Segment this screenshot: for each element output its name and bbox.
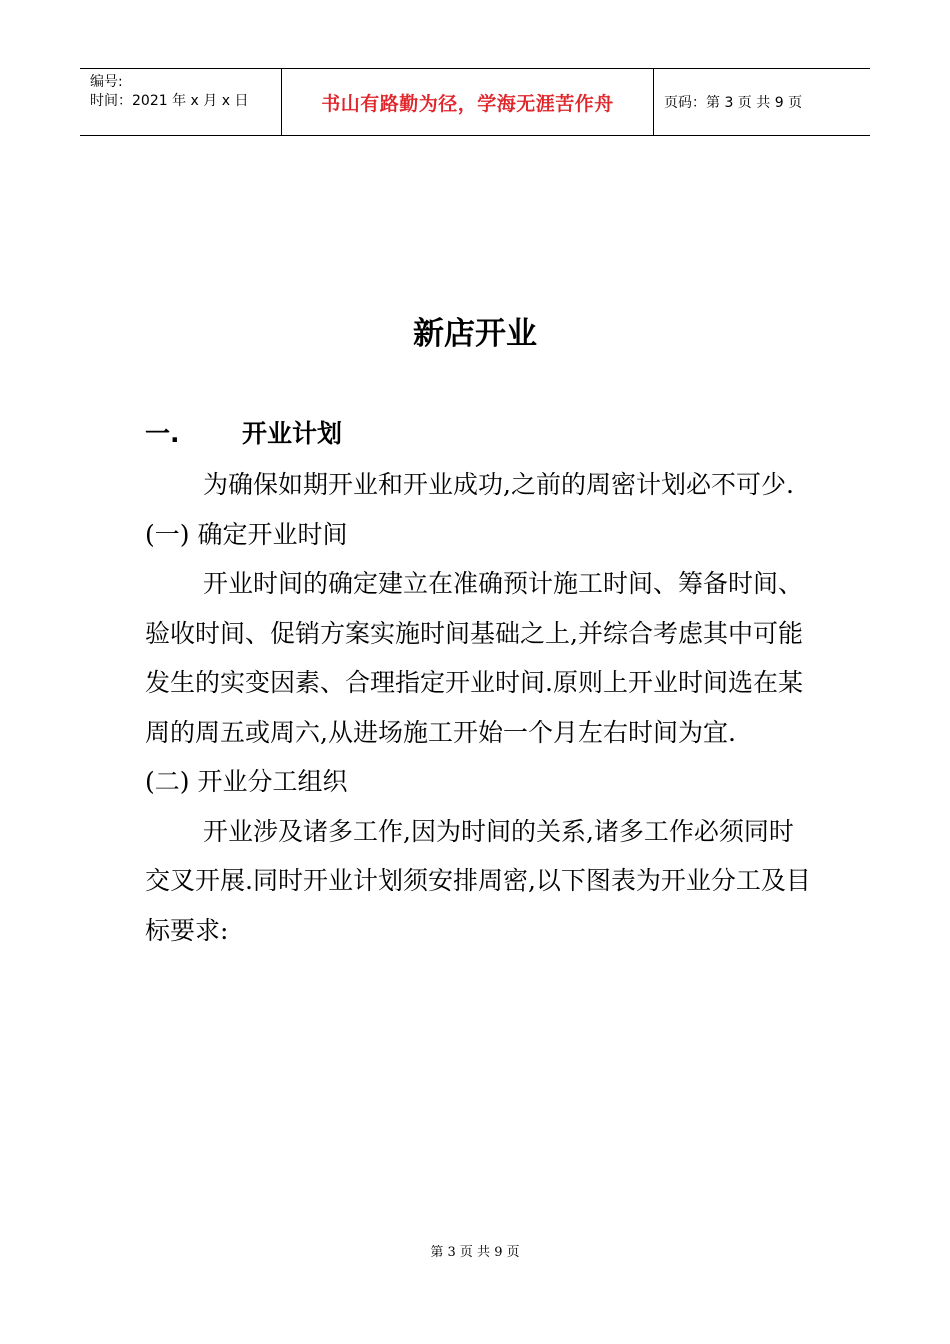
section-title: 开业计划 bbox=[242, 419, 343, 448]
document-body bbox=[145, 460, 815, 955]
subsection-paragraph-2: 开业涉及诸多工作,因为时间的关系,诸多工作必须同时交叉开展.同时开业计划须安排周密,以下图表为开业分工及目标要求: bbox=[145, 816, 811, 945]
subsection-heading-2: (二) 开业分工组织 bbox=[145, 767, 348, 796]
subsection-heading-1: (一) 确定开业时间 bbox=[145, 519, 348, 549]
subsection-paragraph-1: 开业时间的确定建立在准确预计施工时间、筹备时间、验收时间、促销方案实施时间基础之上,并综合考虑其中可能发生的实变因素、合理指定开业时间.原则上开业时间选在某周的周五或周六,从进场施工开始一个月左右时间为宜. bbox=[145, 569, 804, 747]
page-footer: 第 3 页 共 9 页 bbox=[430, 1245, 520, 1260]
header-motto: 书山有路勤为径，学海无涯苦作舟 bbox=[282, 69, 654, 135]
header-time-label: 时间：2021 年 x 月 x 日 bbox=[90, 93, 249, 109]
header-meta-cell bbox=[80, 69, 282, 135]
header-table bbox=[80, 68, 870, 136]
section-number: 一. bbox=[145, 419, 180, 448]
header-number-label: 编号: bbox=[90, 74, 123, 90]
intro-paragraph: 为确保如期开业和开业成功,之前的周密计划必不可少. bbox=[203, 470, 794, 499]
header-page-info: 页码：第 3 页 共 9 页 bbox=[664, 95, 803, 111]
section-heading bbox=[145, 414, 342, 454]
document-title: 新店开业 bbox=[413, 316, 537, 352]
